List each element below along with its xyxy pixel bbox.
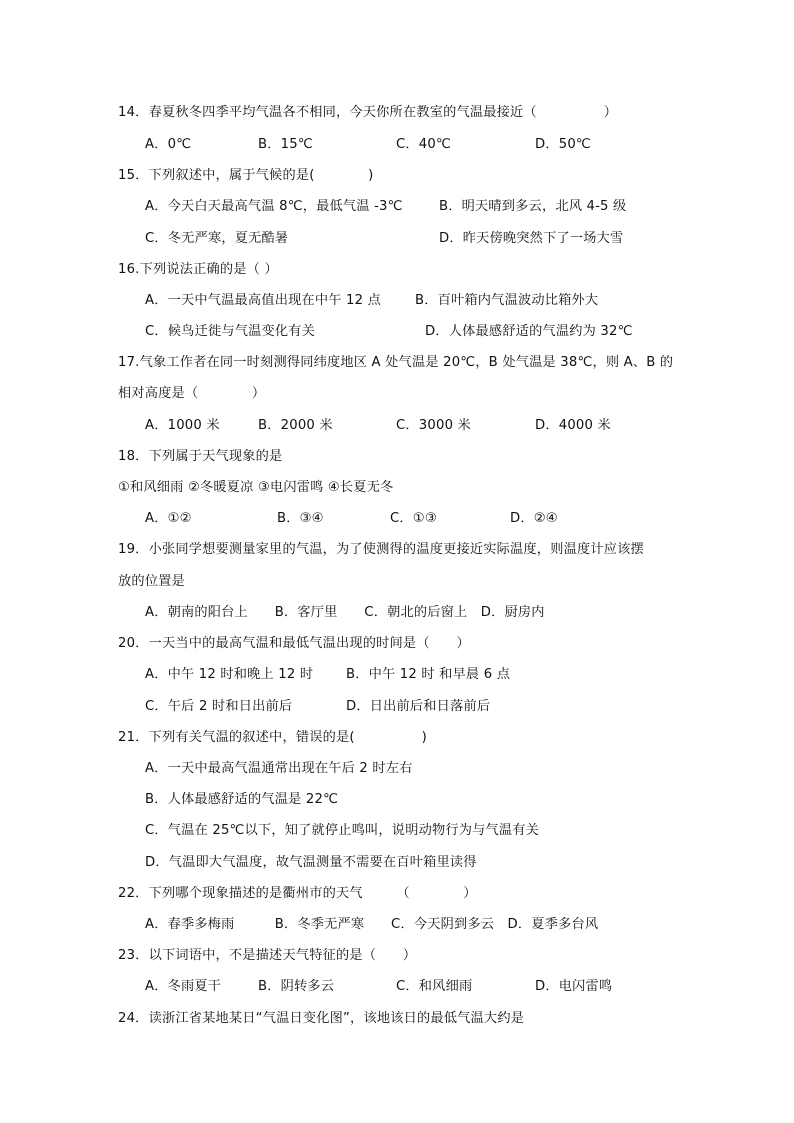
option-c: C．冬无严寒，夏无酷暑 (145, 231, 289, 246)
option-c: C．和风细雨 (396, 979, 473, 994)
question-19-options: A．朝南的阳台上 B．客厅里 C．朝北的后窗上 D．厨房内 (145, 605, 545, 620)
question-17-stem-continued: 相对高度是（ ） (118, 386, 266, 401)
question-14-stem: 14．春夏秋冬四季平均气温各不相同，今天你所在教室的气温最接近（ ） (118, 105, 618, 120)
question-22-stem: 22．下列哪个现象描述的是衢州市的天气 （ ） (118, 886, 477, 901)
question-16-stem: 16.下列说法正确的是（ ） (118, 262, 278, 277)
question-18-items: ①和风细雨 ②冬暖夏凉 ③电闪雷鸣 ④长夏无冬 (118, 480, 394, 495)
option-d: D．日出前后和日落前后 (346, 699, 491, 714)
option-b: B．③④ (277, 511, 324, 526)
option-a: A．中午 12 时和晚上 12 时 (145, 667, 314, 682)
option-b: B．百叶箱内气温波动比箱外大 (415, 293, 599, 308)
question-22-options: A．春季多梅雨 B．冬季无严寒 C．今天阴到多云 D．夏季多台风 (145, 917, 599, 932)
question-21-option-d: D．气温即大气温度，故气温测量不需要在百叶箱里读得 (145, 855, 477, 870)
question-21-option-b: B．人体最感舒适的气温是 22℃ (145, 792, 339, 807)
question-18-options (145, 510, 745, 618)
option-c: C．午后 2 时和日出前后 (145, 699, 293, 714)
option-b: B．2000 米 (258, 418, 333, 433)
option-d: D．电闪雷鸣 (535, 979, 613, 994)
option-c: C．3000 米 (396, 418, 471, 433)
option-b: B．15℃ (258, 137, 313, 152)
question-23-stem: 23．以下词语中，不是描述天气特征的是（ ） (118, 948, 417, 963)
option-a: A．冬雨夏干 (145, 979, 222, 994)
option-d: D．②④ (510, 511, 558, 526)
question-21-option-c: C．气温在 25℃以下，知了就停止鸣叫，说明动物行为与气温有关 (145, 823, 540, 838)
question-20-stem: 20．一天当中的最高气温和最低气温出现的时间是（ ） (118, 636, 470, 651)
question-17-stem: 17.气象工作者在同一时刻测得同纬度地区 A 处气温是 20℃，B 处气温是 38℃，则 A、B 的 (118, 355, 674, 370)
option-a: A．一天中气温最高值出现在中午 12 点 (145, 293, 381, 308)
option-d: D．人体最感舒适的气温约为 32℃ (425, 324, 633, 339)
option-b: B．明天晴到多云，北风 4-5 级 (439, 199, 627, 214)
question-15-stem: 15．下列叙述中，属于气候的是( ) (118, 168, 374, 183)
option-a: A．0℃ (145, 137, 192, 152)
question-19-stem-continued: 放的位置是 (118, 574, 185, 589)
option-a: A．1000 米 (145, 418, 220, 433)
option-b: B．阴转多云 (258, 979, 335, 994)
option-c: C．①③ (390, 511, 437, 526)
question-17-options (145, 417, 745, 525)
question-21-stem: 21．下列有关气温的叙述中，错误的是( ) (118, 730, 428, 745)
option-c: C．候鸟迁徙与气温变化有关 (145, 324, 316, 339)
question-23-options (145, 978, 745, 1086)
option-d: D．4000 米 (535, 418, 611, 433)
option-d: D．50℃ (535, 137, 591, 152)
question-21-option-a: A．一天中最高气温通常出现在午后 2 时左右 (145, 761, 413, 776)
question-24-stem: 24．读浙江省某地某日“气温日变化图”，该地该日的最低气温大约是 (118, 1011, 525, 1026)
option-b: B．中午 12 时 和早晨 6 点 (346, 667, 511, 682)
option-a: A．①② (145, 511, 192, 526)
question-18-stem: 18．下列属于天气现象的是 (118, 449, 283, 464)
option-d: D．昨天傍晚突然下了一场大雪 (439, 231, 624, 246)
option-a: A．今天白天最高气温 8℃，最低气温 -3℃ (145, 199, 403, 214)
question-19-stem: 19．小张同学想要测量家里的气温，为了使测得的温度更接近实际温度，则温度计应该摆 (118, 542, 644, 557)
option-c: C．40℃ (396, 137, 451, 152)
